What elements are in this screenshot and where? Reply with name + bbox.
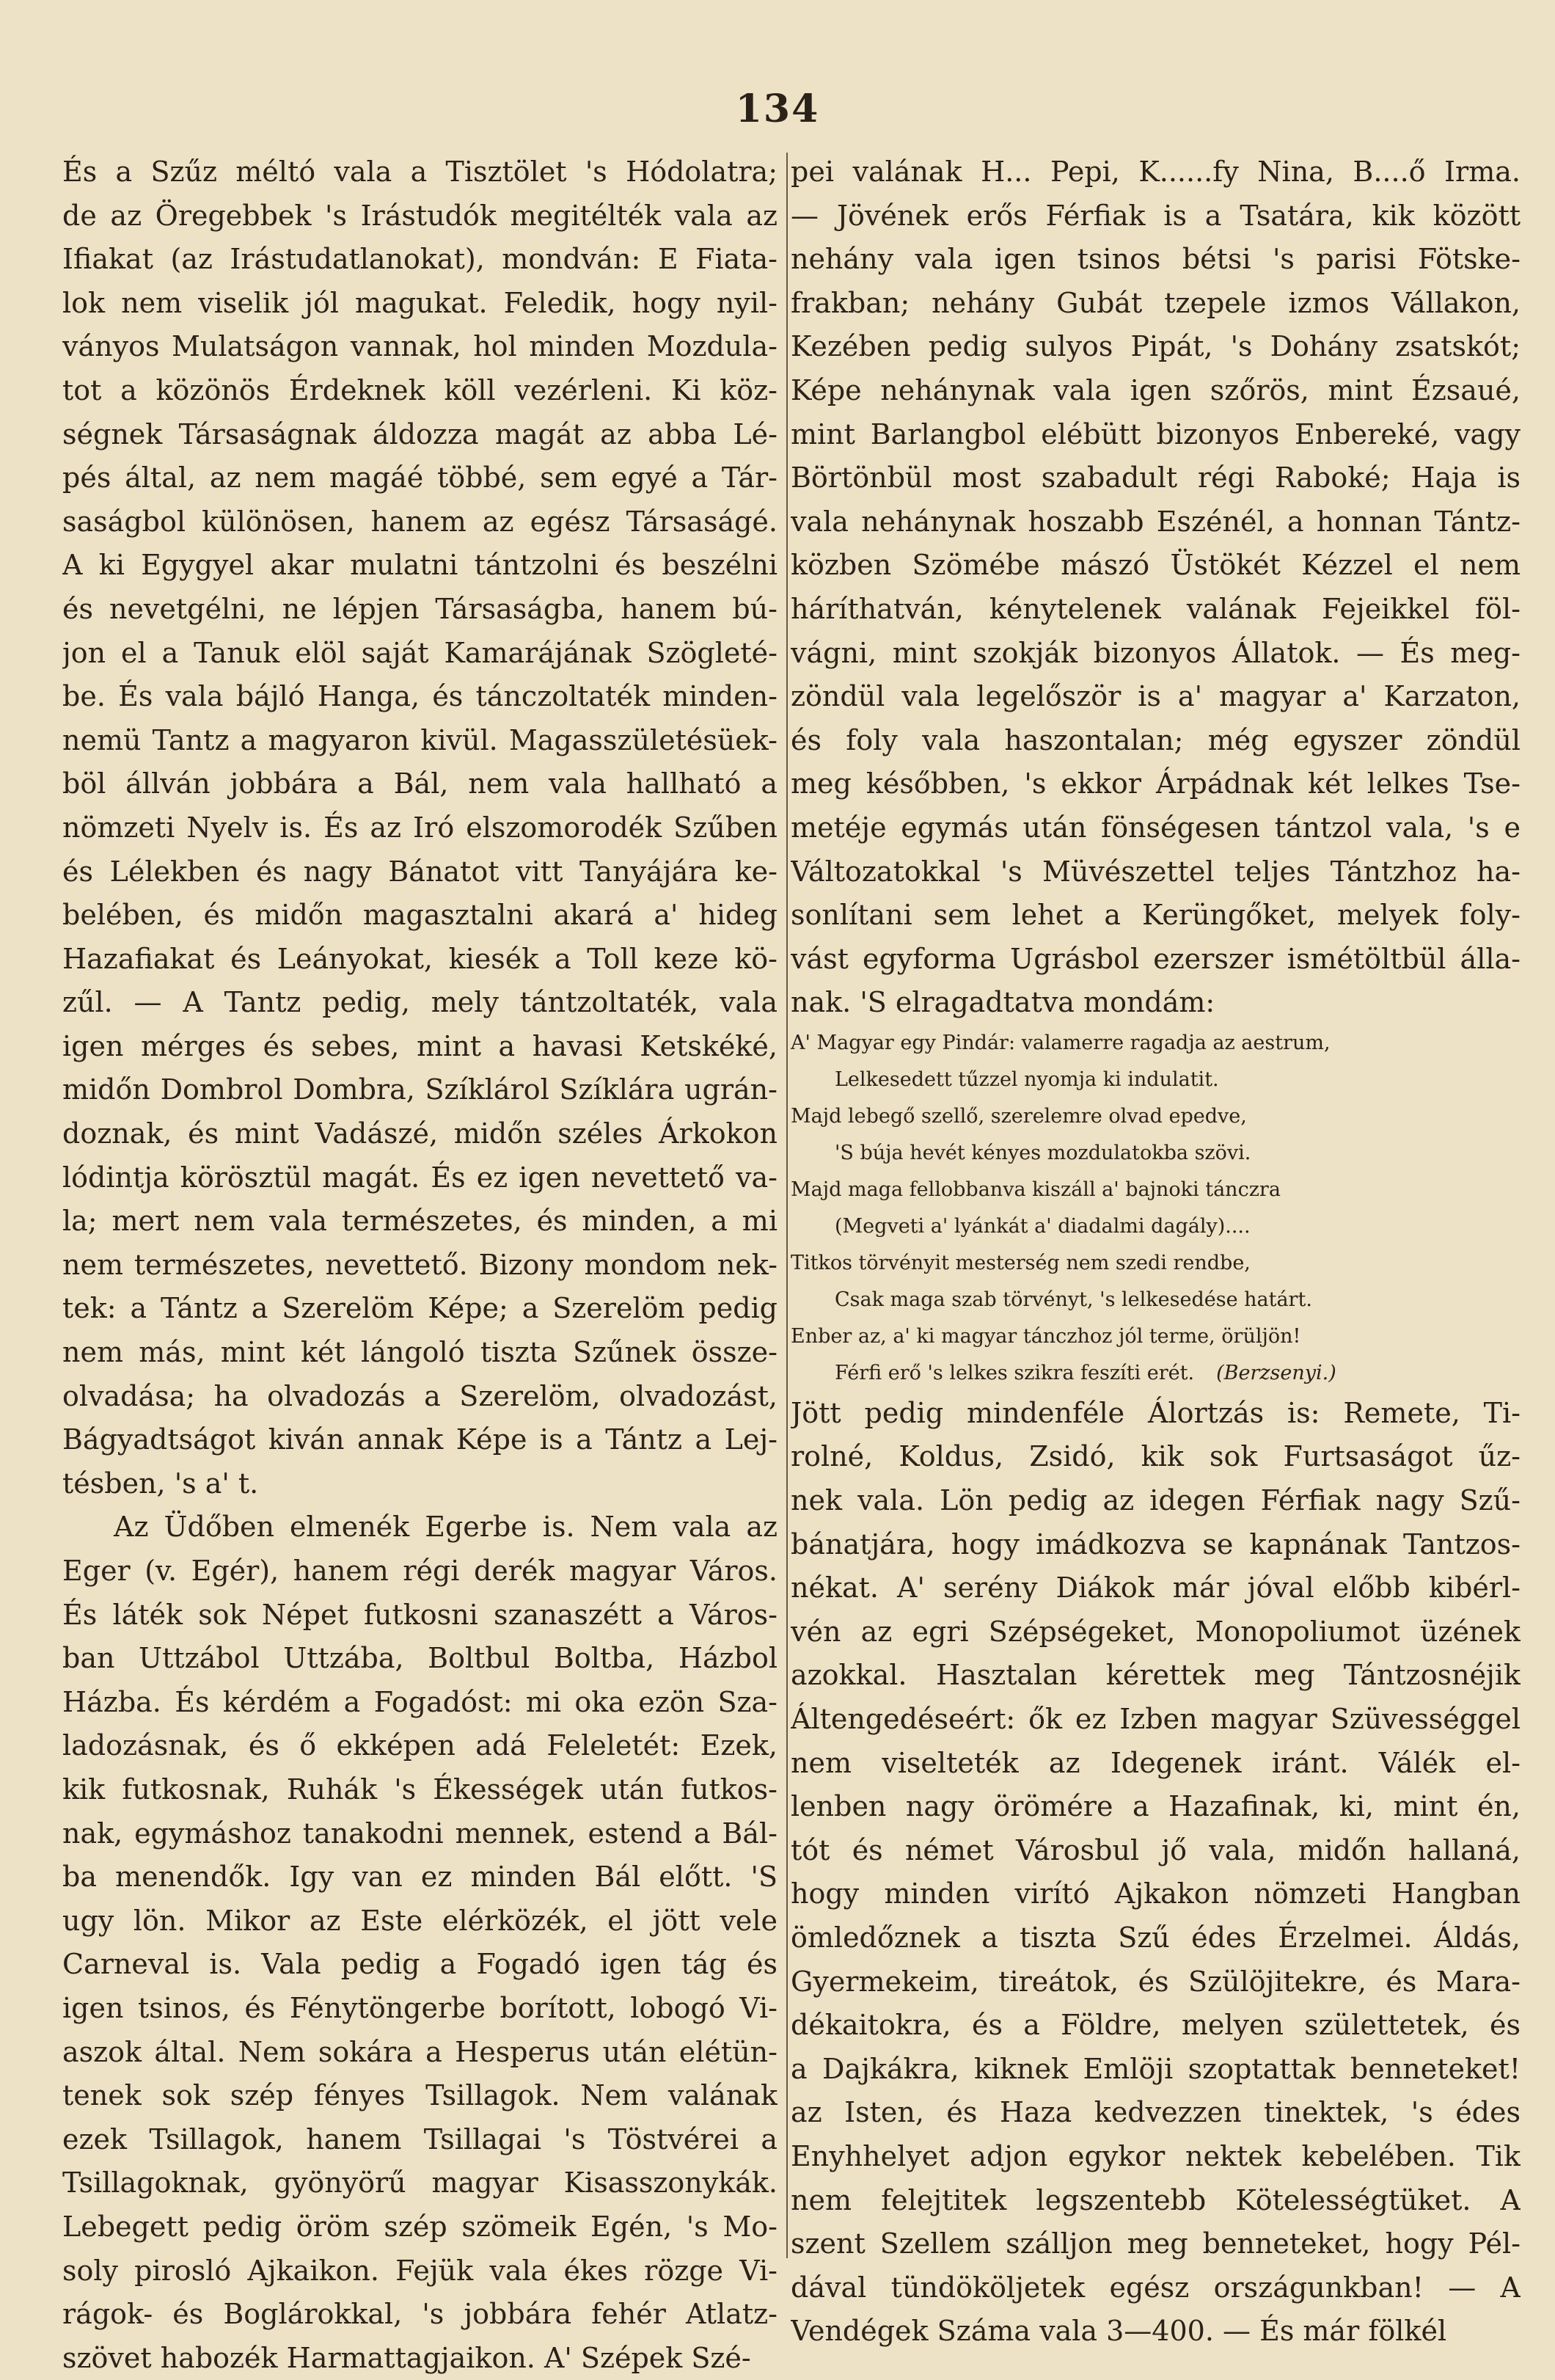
text-line: nak, egymáshoz tanakodni mennek, estend a Bál- — [62, 1817, 778, 1850]
text-line: soly pirosló Ajkaikon. Fejük vala ékes rözge Vi- — [62, 2254, 778, 2287]
text-line: pés által, az nem magáé többé, sem egyé a Tár- — [62, 461, 778, 494]
text-line: — Jövének erős Férfiak is a Tsatára, kik között — [791, 199, 1521, 232]
text-line: tésben, 's a' t. — [62, 1467, 259, 1500]
right-column — [791, 150, 1521, 2354]
text-line: vala nehánynak hoszabb Eszénél, a honnan Tántz- — [791, 505, 1521, 538]
text-line: szent Szellem szálljon meg benneteket, hogy Pél- — [791, 2227, 1521, 2260]
text-line: ba menendők. Igy van ez minden Bál előtt. 'S — [62, 1861, 778, 1894]
text-line: nehány vala igen tsinos bétsi 's parisi Fötske- — [791, 243, 1521, 276]
text-line: meg későbben, 's ekkor Árpádnak két lelkes Tse- — [791, 767, 1521, 800]
text-line: bánatjára, hogy imádkozva se kapnának Tantzos- — [791, 1527, 1521, 1560]
text-line: tót és német Városbul jő vala, midőn hallaná, — [791, 1833, 1521, 1866]
poem-block — [791, 1025, 1521, 1392]
poem-line — [791, 1282, 1521, 1318]
text-line: pei valának H... Pepi, K......fy Nina, B....ő Irma. — [791, 156, 1521, 188]
poem-line — [791, 1208, 1521, 1245]
text-line: nékat. A' serény Diákok már jóval előbb kibérl- — [791, 1572, 1521, 1605]
text-line: Képe nehánynak vala igen szőrös, mint Ézsaué, — [791, 373, 1521, 406]
text-line: midőn Dombrol Dombra, Szíklárol Szíklára ugrán- — [62, 1073, 778, 1106]
text-line: nak. 'S elragadtatva mondám: — [791, 986, 1215, 1019]
text-line: Eger (v. Egér), hanem régi derék magyar Város. — [62, 1555, 778, 1587]
text-line: Tsillagoknak, gyönyörű magyar Kisasszonykák. — [62, 2167, 778, 2200]
text-line: nömzeti Nyelv is. És az Iró elszomorodék Szűben — [62, 811, 778, 844]
text-line: nem más, mint két lángoló tiszta Szűnek össze- — [62, 1336, 778, 1369]
poem-line-text: 'S búja hevét kényes mozdulatokba szövi. — [835, 1141, 1251, 1164]
poem-line-text: Férfi erő 's lelkes szikra feszíti erét. — [835, 1361, 1195, 1384]
poem-line — [791, 1245, 1521, 1282]
text-line: ban Uttzábol Uttzába, Boltbul Boltba, Házbol — [62, 1642, 778, 1675]
text-line: aszok által. Nem sokára a Hesperus után elétün- — [62, 2035, 778, 2068]
text-line: jon el a Tanuk elöl saját Kamarájának Szögleté- — [62, 636, 778, 669]
text-line: Ifiakat (az Irástudatlanokat), mondván: E Fiata- — [62, 243, 778, 276]
poem-line — [791, 1025, 1521, 1062]
text-line: Börtönbül most szabadult régi Raboké; Haja is — [791, 461, 1521, 494]
text-line: tenek sok szép fényes Tsillagok. Nem valának — [62, 2079, 778, 2112]
text-line: az Isten, és Haza kedvezzen tinektek, 's édes — [791, 2096, 1521, 2129]
poem-line — [791, 1318, 1521, 1355]
text-line: és nevetgélni, ne lépjen Társaságba, hanem bú- — [62, 592, 778, 625]
poem-line-text: Enber az, a' ki magyar tánczhoz jól terme, örüljön! — [791, 1324, 1301, 1348]
poem-line-text: Titkos törvényit mesterség nem szedi rendbe, — [791, 1251, 1251, 1274]
text-line: lok nem viselik jól magukat. Feledik, hogy nyil- — [62, 286, 778, 319]
right-column-top-text — [791, 150, 1521, 1025]
text-line: A ki Egygyel akar mulatni tántzolni és beszélni — [62, 549, 778, 582]
text-line: azokkal. Hasztalan kérettek meg Tántzosnéjik — [791, 1659, 1521, 1692]
text-line: vén az egri Szépségeket, Monopoliumot üzének — [791, 1615, 1521, 1648]
text-line: közben Szömébe mászó Üstökét Kézzel el nem — [791, 549, 1521, 582]
text-line: Lebegett pedig öröm szép szömeik Egén, 's Mo- — [62, 2210, 778, 2243]
text-line: rágok- és Boglárokkal, 's jobbára fehér Atlatz- — [62, 2298, 778, 2331]
text-line: rolné, Koldus, Zsidó, kik sok Furtsaságot űz- — [791, 1440, 1521, 1473]
text-line: hogy minden virító Ajkakon nömzeti Hangban — [791, 1877, 1521, 1910]
poem-line — [791, 1172, 1521, 1208]
text-line: ezek Tsillagok, hanem Tsillagai 's Töstvérei a — [62, 2122, 778, 2155]
text-line: sonlítani sem lehet a Kerüngőket, melyek foly- — [791, 899, 1521, 932]
text-line: Házba. És kérdém a Fogadóst: mi oka ezön Sza- — [62, 1685, 778, 1718]
text-line: olvadása; ha olvadozás a Szerelöm, olvadozást, — [62, 1379, 778, 1412]
text-line: Enyhhelyet adjon egykor nektek kebelében. Tik — [791, 2139, 1521, 2172]
text-line: és Lélekben és nagy Bánatot vitt Tanyájára ke- — [62, 855, 778, 888]
left-column — [62, 150, 778, 2380]
poem-line — [791, 1355, 1521, 1392]
text-line: saságbol különösen, hanem az egész Társaságé. — [62, 505, 778, 538]
poem-line-text: Lelkesedett tűzzel nyomja ki indulatit. — [835, 1067, 1219, 1091]
text-line: zűl. — A Tantz pedig, mely tántzoltaték, vala — [62, 986, 778, 1019]
text-line: Kezében pedig sulyos Pipát, 's Dohány zsatskót; — [791, 330, 1521, 363]
right-column-bottom-text — [791, 1392, 1521, 2354]
text-line: igen tsinos, és Fénytöngerbe borított, lobogó Vi- — [62, 1991, 778, 2024]
poem-line — [791, 1135, 1521, 1172]
text-line: tek: a Tántz a Szerelöm Képe; a Szerelöm pedig — [62, 1292, 778, 1325]
text-line: És a Szűz méltó vala a Tisztölet 's Hódolatra; — [62, 156, 778, 188]
text-line: háríthatván, kénytelenek valának Fejeikkel föl- — [791, 592, 1521, 625]
text-line: ségnek Társaságnak áldozza magát az abba Lé- — [62, 417, 778, 450]
text-line: nem természetes, nevettető. Bizony mondom nek- — [62, 1248, 778, 1281]
poem-attribution: (Berzsenyi.) — [1216, 1361, 1336, 1384]
poem-line — [791, 1062, 1521, 1098]
text-line: lenben nagy örömére a Hazafinak, ki, mint én, — [791, 1790, 1521, 1823]
text-line: Bágyadtságot kiván annak Képe is a Tántz a Lej- — [62, 1423, 778, 1456]
text-line: lódintja körösztül magát. És ez igen nevettető va- — [62, 1161, 778, 1194]
text-line: igen mérges és sebes, mint a havasi Ketskéké, — [62, 1029, 778, 1062]
text-line: Áltengedéseért: ők ez Izben magyar Szüvességgel — [791, 1703, 1521, 1736]
text-line: vást egyforma Ugrásbol ezerszer ismétöltbül álla- — [791, 942, 1521, 975]
text-line: doznak, és mint Vadászé, midőn széles Árkokon — [62, 1117, 778, 1150]
text-line: belében, és midőn magasztalni akará a' hideg — [62, 899, 778, 932]
text-line: nek vala. Lön pedig az idegen Férfiak nagy Szű- — [791, 1484, 1521, 1517]
text-line: és foly vala haszontalan; még egyszer zöndül — [791, 723, 1521, 756]
column-divider — [786, 153, 788, 2258]
text-line: vágni, mint szokják bizonyos Állatok. — És meg- — [791, 636, 1521, 669]
text-line: ladozásnak, és ő ekképen adá Feleletét: Ezek, — [62, 1729, 778, 1762]
poem-line-text: Csak maga szab törvényt, 's lelkesedése határt. — [835, 1288, 1312, 1311]
text-line: de az Öregebbek 's Irástudók megitélték vala az — [62, 199, 778, 232]
text-line: Az Üdőben elmenék Egerbe is. Nem vala az — [114, 1511, 778, 1544]
page-number: 134 — [735, 87, 820, 131]
text-line: dával tündököljetek egész országunkban! — A — [791, 2271, 1521, 2304]
poem-line-text: (Megveti a' lyánkát a' diadalmi dagály).... — [835, 1214, 1251, 1238]
poem-line-text: A' Magyar egy Pindár: valamerre ragadja az aestrum, — [791, 1031, 1331, 1054]
text-line: metéje egymás után fönségesen tántzol vala, 's e — [791, 811, 1521, 844]
text-line: ömledőznek a tiszta Szű édes Érzelmei. Áldás, — [791, 1921, 1521, 1954]
text-line: Carneval is. Vala pedig a Fogadó igen tág és — [62, 1948, 778, 1981]
poem-line — [791, 1098, 1521, 1135]
text-line: nemü Tantz a magyaron kivül. Magasszületésüek- — [62, 723, 778, 756]
text-line: Vendégek Száma vala 3—400. — És már fölkél — [791, 2315, 1447, 2348]
text-line: Hazafiakat és Leányokat, kiesék a Toll keze kö- — [62, 942, 778, 975]
text-line: És láték sok Népet futkosni szanaszétt a Város- — [62, 1598, 778, 1631]
text-line: Jött pedig mindenféle Álortzás is: Remete, Ti- — [791, 1396, 1521, 1429]
text-line: be. És vala bájló Hanga, és tánczoltaték minden- — [62, 680, 778, 713]
text-line: tot a közönös Érdeknek köll vezérleni. Ki köz- — [62, 373, 778, 406]
text-line: böl állván jobbára a Bál, nem vala hallható a — [62, 767, 778, 800]
text-line: ugy lön. Mikor az Este elérközék, el jött vele — [62, 1904, 778, 1937]
text-line: la; mert nem vala természetes, és minden, a mi — [62, 1205, 778, 1238]
text-line: zöndül vala legelőször is a' magyar a' Karzaton, — [791, 680, 1521, 713]
text-line: mint Barlangbol elébütt bizonyos Enbereké, vagy — [791, 417, 1521, 450]
text-line: Gyermekeim, tireátok, és Szülöjitekre, és Mara- — [791, 1965, 1521, 1998]
text-line: Változatokkal 's Müvészettel teljes Tántzhoz ha- — [791, 855, 1521, 888]
text-line: nem felejtitek legszentebb Kötelességtüket. A — [791, 2183, 1521, 2216]
text-line: a Dajkákra, kiknek Emlöji szoptattak benneteket! — [791, 2052, 1521, 2085]
text-line: ványos Mulatságon vannak, hol minden Mozdula- — [62, 330, 778, 363]
text-line: nem viselteték az Idegenek iránt. Válék el- — [791, 1746, 1521, 1779]
text-line: frakban; nehány Gubát tzepele izmos Vállakon, — [791, 286, 1521, 319]
poem-line-text: Majd lebegő szellő, szerelemre olvad epedve, — [791, 1104, 1247, 1128]
text-line: szövet habozék Harmattagjaikon. A' Szépek Szé- — [62, 2341, 751, 2374]
text-line: dékaitokra, és a Földre, melyen születtetek, és — [791, 2009, 1521, 2042]
poem-line-text: Majd maga fellobbanva kiszáll a' bajnoki tánczra — [791, 1178, 1281, 1201]
text-line: kik futkosnak, Ruhák 's Ékességek után futkos- — [62, 1773, 778, 1806]
